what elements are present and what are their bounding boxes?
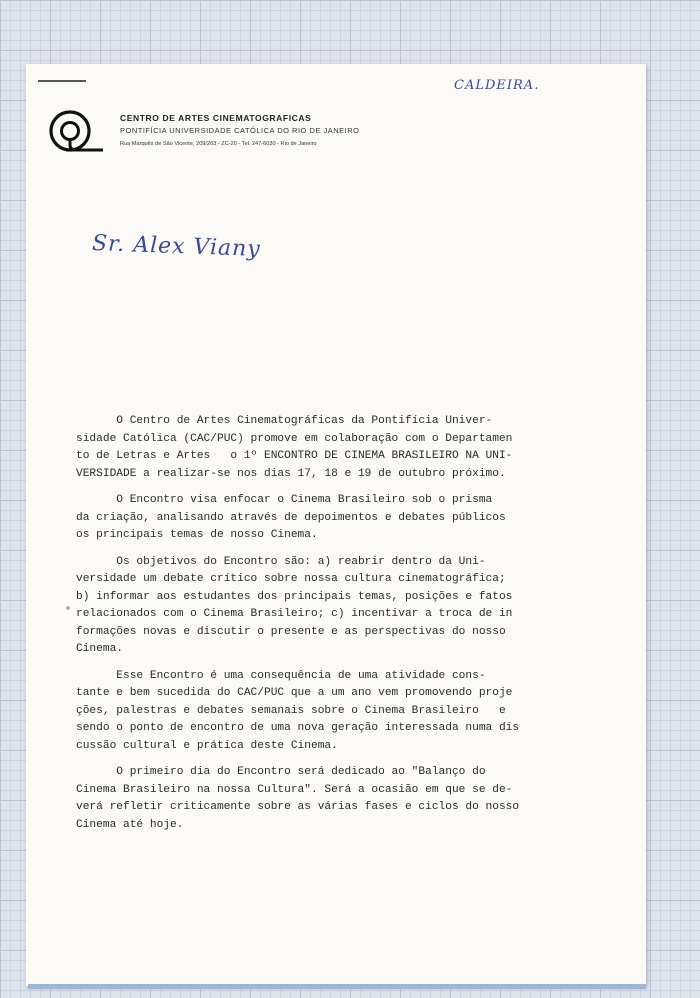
text-line: relacionados com o Cinema Brasileiro; c) incentivar a troca de in bbox=[76, 608, 513, 620]
letter-body bbox=[76, 413, 576, 843]
paragraph-1 bbox=[76, 413, 576, 483]
text-line: Cinema até hoje. bbox=[76, 818, 184, 831]
text-line: Esse Encontro é uma consequência de uma atividade cons- bbox=[76, 669, 486, 682]
punch-mark bbox=[66, 606, 70, 610]
paragraph-5 bbox=[76, 764, 576, 834]
handwritten-note: CALDEIRA. bbox=[454, 78, 540, 93]
staple-mark bbox=[38, 80, 86, 82]
paragraph-3 bbox=[76, 554, 576, 659]
paragraph-2 bbox=[76, 492, 576, 545]
text-line: sendo o ponto de encontro de uma nova geração interessada numa dis bbox=[76, 722, 520, 734]
text-line: da criação, analisando através de depoimentos e debates públicos bbox=[76, 511, 506, 524]
text-line: formações novas e discutir o presente e as perspectivas do nosso bbox=[76, 625, 506, 638]
text-line: Os objetivos do Encontro são: a) reabrir dentro da Uni- bbox=[76, 555, 486, 568]
text-line: b) informar aos estudantes dos principais temas, posições e fatos bbox=[76, 590, 513, 603]
text-line: O Encontro visa enfocar o Cinema Brasileiro sob o prisma bbox=[76, 494, 493, 506]
text-line: O Centro de Artes Cinematográficas da Pontifícia Univer- bbox=[76, 415, 493, 427]
text-line: verá refletir criticamente sobre as várias fases e ciclos do nosso bbox=[76, 801, 520, 813]
text-line: cussão cultural e prática deste Cinema. bbox=[76, 739, 338, 752]
text-line: ções, palestras e debates semanais sobre o Cinema Brasileiro e bbox=[76, 704, 506, 717]
text-line: versidade um debate crítico sobre nossa cultura cinematográfica; bbox=[76, 573, 506, 585]
paragraph-4 bbox=[76, 668, 576, 756]
letterhead-title: CENTRO DE ARTES CINEMATOGRAFICAS bbox=[120, 113, 312, 123]
text-line: to de Letras e Artes o 1º ENCONTRO DE CINEMA BRASILEIRO NA UNI- bbox=[76, 450, 513, 462]
text-line: Cinema. bbox=[76, 643, 123, 655]
text-line: O primeiro dia do Encontro será dedicado ao "Balanço do bbox=[76, 766, 486, 778]
text-line: tante e bem sucedida do CAC/PUC que a um ano vem promovendo proje bbox=[76, 687, 513, 699]
text-line: os principais temas de nosso Cinema. bbox=[76, 529, 318, 541]
handwritten-salutation: Sr. Alex Viany bbox=[91, 231, 262, 262]
text-line: Cinema Brasileiro na nossa Cultura". Será a ocasião em que se de- bbox=[76, 783, 513, 796]
cac-logo-icon bbox=[46, 104, 104, 160]
letterhead-address: Rua Marquês de São Vicente, 209/263 - ZC-20 - Tel. 247-6030 - Rio de Janeiro bbox=[120, 141, 317, 147]
page-bottom-edge bbox=[28, 984, 646, 989]
letterhead-subtitle: PONTIFÍCIA UNIVERSIDADE CATÓLICA DO RIO DE JANEIRO bbox=[120, 126, 360, 135]
text-line: sidade Católica (CAC/PUC) promove em colaboração com o Departamen bbox=[76, 432, 513, 445]
text-line: VERSIDADE a realizar-se nos dias 17, 18 e 19 de outubro próximo. bbox=[76, 467, 506, 480]
